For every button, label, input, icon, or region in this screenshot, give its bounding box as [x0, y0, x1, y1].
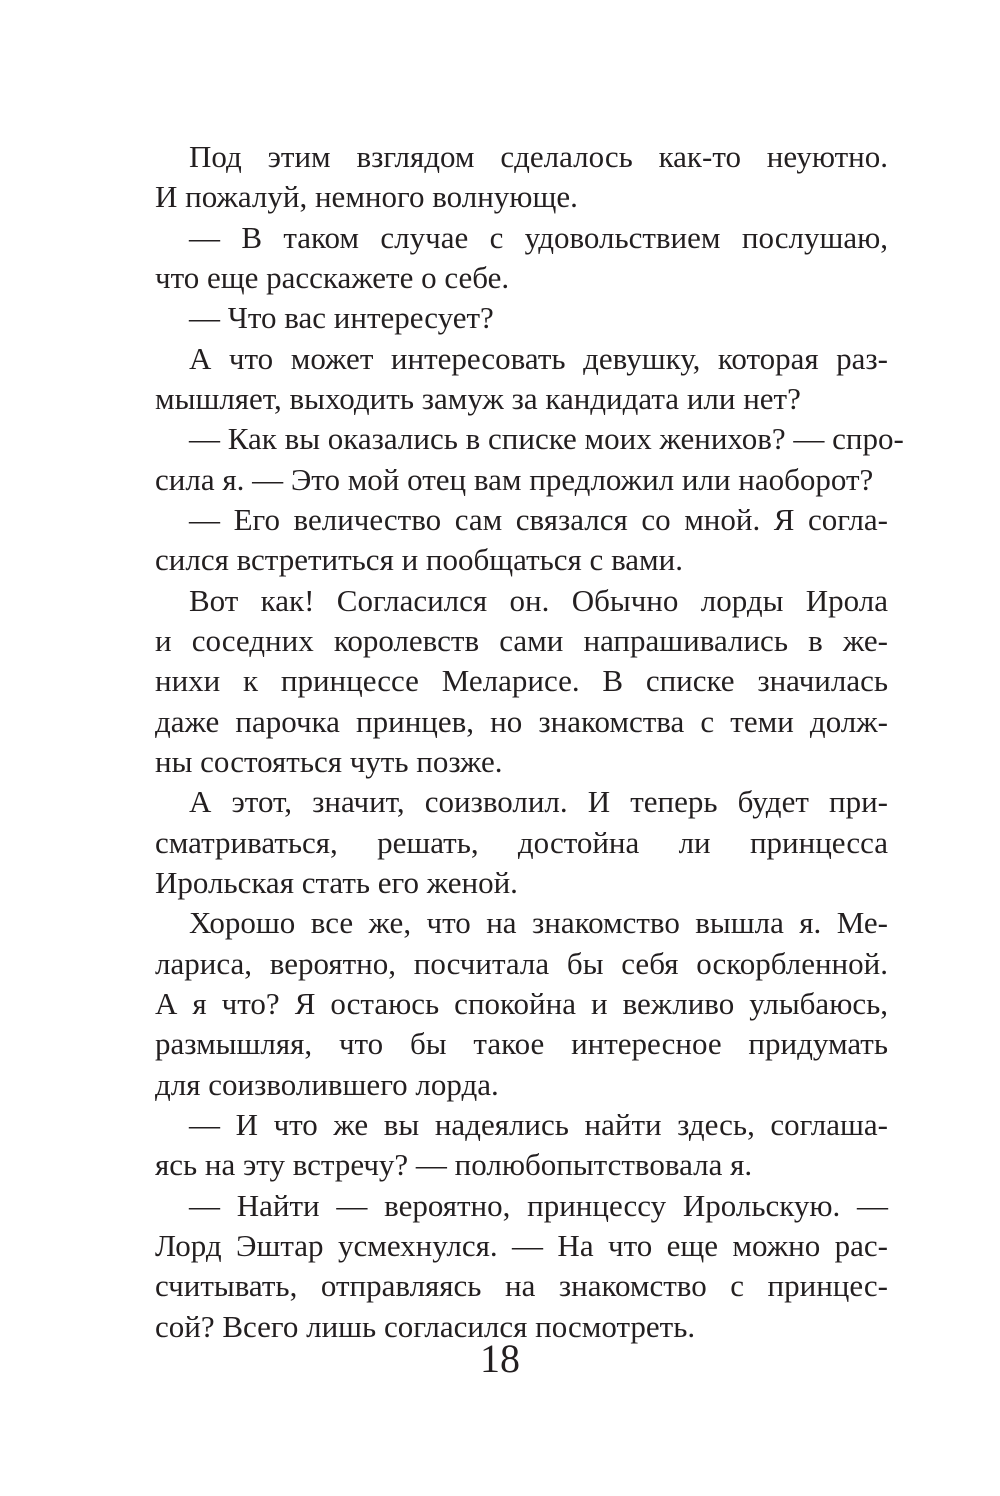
- text-line: Ирольская стать его женой.: [155, 864, 518, 900]
- text-line: — Что вас интересует?: [189, 300, 494, 336]
- text-line: ясь на эту встречу? — полюбопытствовала я.: [155, 1147, 753, 1183]
- text-line: Под этим взглядом сделалось как-то неуютно.: [189, 139, 888, 174]
- text-line: сился встретиться и пообщаться с вами.: [155, 542, 684, 578]
- text-line: Вот как! Согласился он. Обычно лорды Ирола: [189, 582, 888, 618]
- text-line: — Найти — вероятно, принцессу Ирольскую. —: [189, 1187, 888, 1223]
- text-line: — И что же вы надеялись найти здесь, соглаша-: [189, 1106, 888, 1142]
- text-line: лариса, вероятно, посчитала бы себя оскорбленной.: [155, 945, 888, 981]
- text-line: размышляя, что бы такое интересное придумать: [155, 1026, 888, 1062]
- text-line: что еще расскажете о себе.: [155, 259, 510, 295]
- text-line: — Как вы оказались в списке моих женихов? — спро-: [189, 421, 904, 457]
- text-line: сой? Всего лишь согласился посмотреть.: [155, 1308, 696, 1344]
- body-text: [155, 137, 904, 1347]
- text-line: нихи к принцессе Меларисе. В списке значилась: [155, 663, 888, 699]
- text-line: Лорд Эштар усмехнулся. — На что еще можно рас-: [155, 1227, 888, 1263]
- text-line: Хорошо все же, что на знакомство вышла я. Ме-: [189, 905, 888, 941]
- text-line: сматриваться, решать, достойна ли принцесса: [155, 824, 888, 860]
- text-line: А что может интересовать девушку, которая раз-: [189, 340, 888, 376]
- page-number: 18: [480, 1336, 520, 1381]
- text-line: — В таком случае с удовольствием послушаю,: [189, 219, 888, 255]
- text-line: А я что? Я остаюсь спокойна и вежливо улыбаюсь,: [155, 985, 888, 1021]
- text-line: — Его величество сам связался со мной. Я согла-: [189, 501, 888, 537]
- text-line: даже парочка принцев, но знакомства с теми долж-: [155, 703, 888, 739]
- text-line: А этот, значит, соизволил. И теперь будет при-: [189, 784, 888, 820]
- text-line: для соизволившего лорда.: [155, 1066, 499, 1102]
- text-line: ны состояться чуть позже.: [155, 743, 503, 779]
- text-line: сила я. — Это мой отец вам предложил или наоборот?: [155, 461, 874, 497]
- text-line: И пожалуй, немного волнующе.: [155, 179, 578, 215]
- text-line: и соседних королевств сами напрашивались в же-: [155, 622, 888, 658]
- text-line: мышляет, выходить замуж за кандидата или нет?: [155, 380, 801, 416]
- text-line: считывать, отправляясь на знакомство с принцес-: [155, 1268, 888, 1304]
